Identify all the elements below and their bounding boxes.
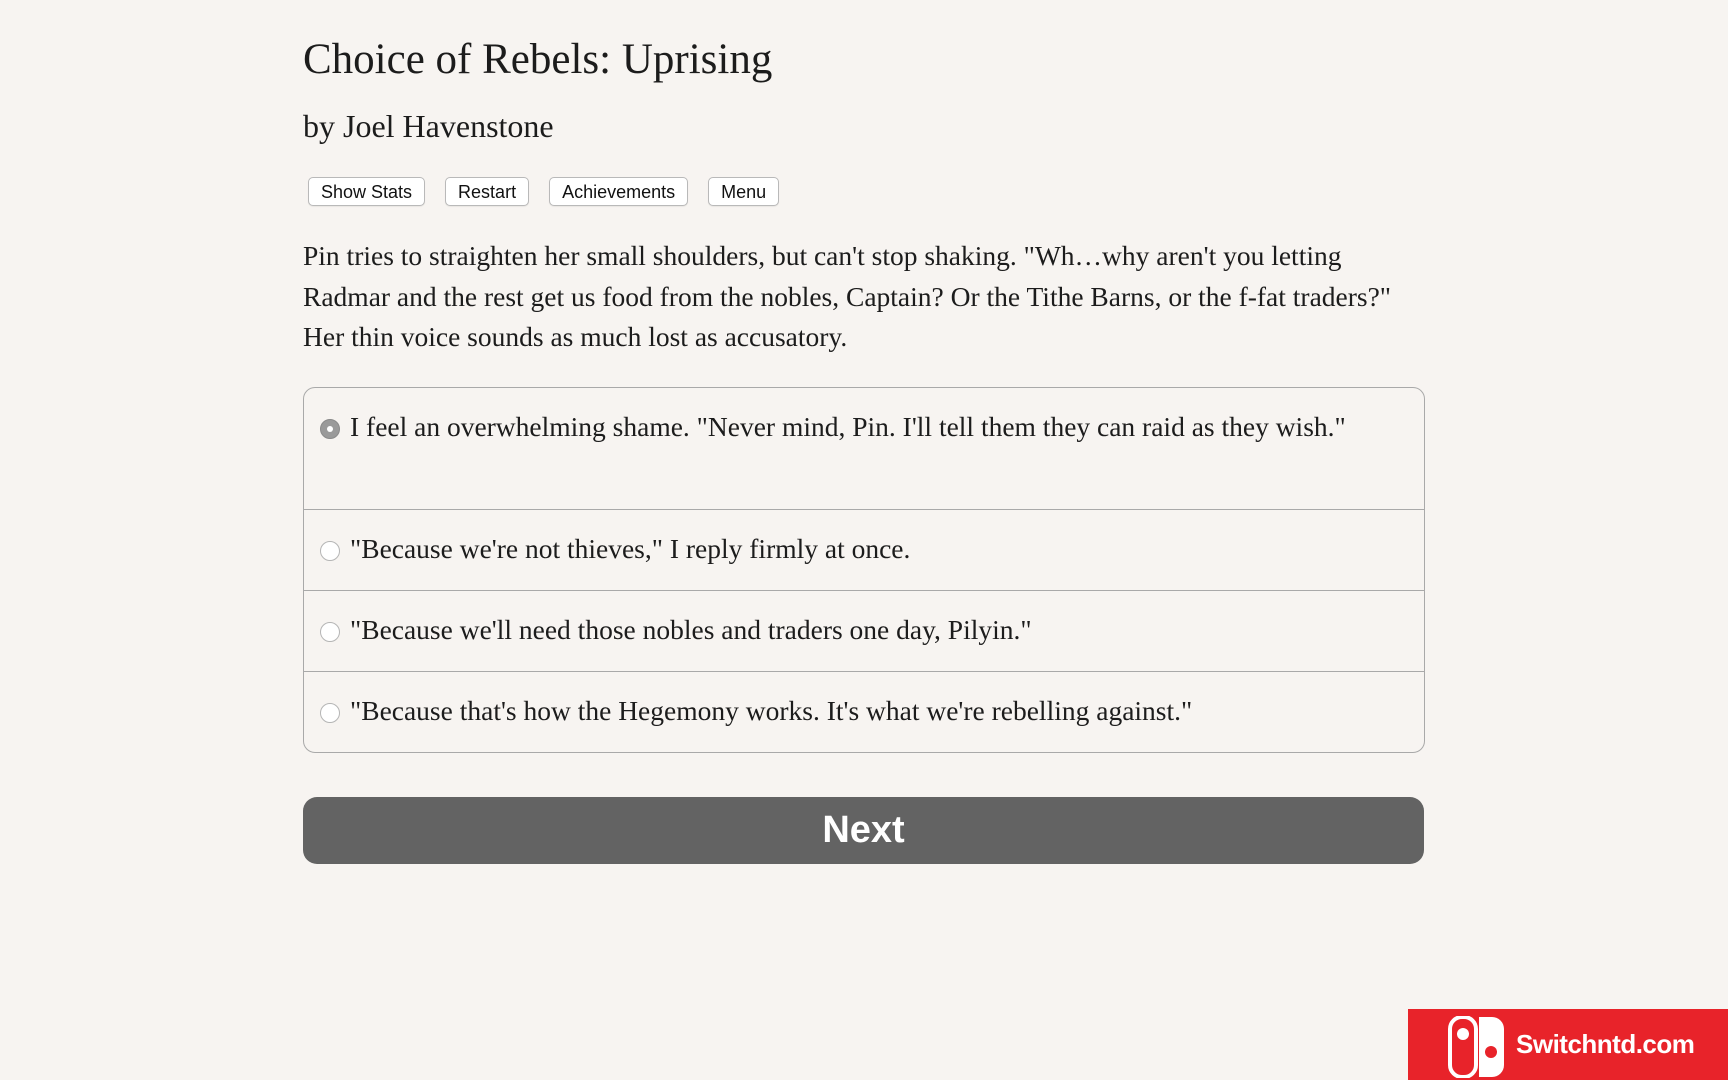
radio-button[interactable] (320, 622, 340, 642)
choice-option-4[interactable] (304, 671, 1424, 752)
page-title: Choice of Rebels: Uprising (303, 36, 773, 83)
watermark-text: Switchntd.com (1516, 1029, 1695, 1059)
choice-label: "Because we're not thieves," I reply firmly at once. (350, 533, 911, 564)
achievements-button[interactable]: Achievements (549, 177, 688, 206)
restart-button[interactable]: Restart (445, 177, 529, 206)
choice-option-3[interactable] (304, 590, 1424, 671)
author-byline: by Joel Havenstone (303, 108, 554, 144)
story-text: Pin tries to straighten her small shoulders, but can't stop shaking. "Wh…why aren't you letting Radmar and the rest get us food from the nobles, Captain? Or the Tithe Barns, or the f-fat traders?" Her thin voice sounds as much lost as accusatory. (303, 240, 1392, 352)
radio-button[interactable] (320, 541, 340, 561)
toolbar (308, 177, 779, 206)
choice-label: "Because that's how the Hegemony works. It's what we're rebelling against." (350, 695, 1193, 726)
radio-button[interactable] (320, 703, 340, 723)
choice-option-2[interactable] (304, 509, 1424, 590)
choice-label: "Because we'll need those nobles and traders one day, Pilyin." (350, 614, 1032, 645)
choice-label: I feel an overwhelming shame. "Never mind, Pin. I'll tell them they can raid as they wish." (350, 411, 1346, 442)
switch-logo-icon (1448, 1016, 1506, 1078)
choice-list (303, 387, 1425, 753)
show-stats-button[interactable]: Show Stats (308, 177, 425, 206)
next-button[interactable]: Next (303, 797, 1424, 864)
menu-button[interactable]: Menu (708, 177, 779, 206)
watermark-banner (1408, 1009, 1728, 1080)
choice-option-1[interactable] (304, 388, 1424, 509)
radio-button-selected[interactable] (320, 419, 340, 439)
